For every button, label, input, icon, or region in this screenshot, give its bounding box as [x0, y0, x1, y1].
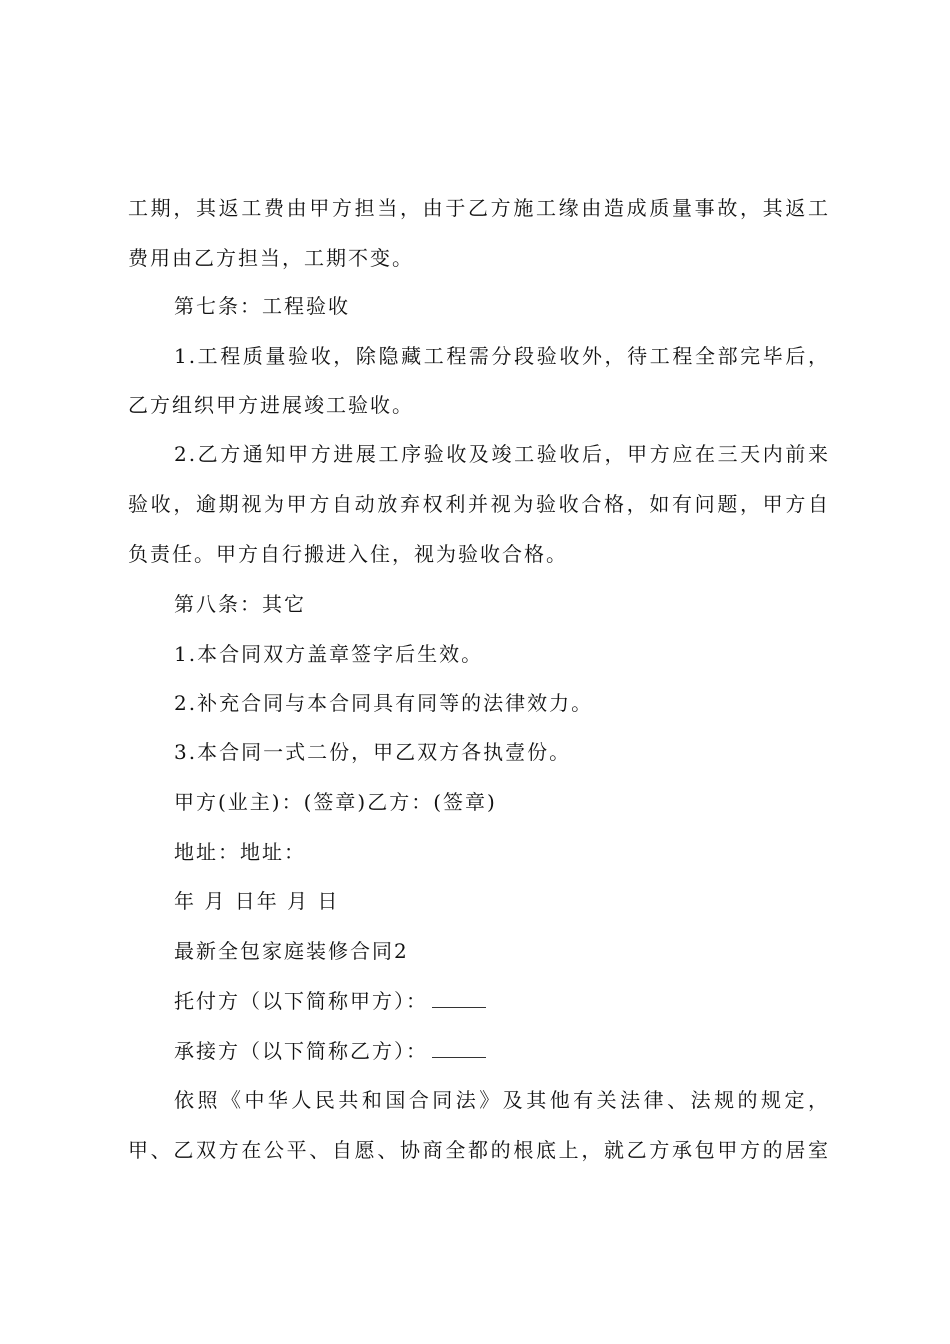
party-b-blank: [432, 1037, 486, 1058]
paragraph-line: 验收，逾期视为甲方自动放弃权利并视为验收合格，如有问题，甲方自: [128, 492, 830, 516]
paragraph-line: 2.乙方通知甲方进展工序验收及竣工验收后，甲方应在三天内前来: [174, 442, 830, 466]
section-heading: 第八条：其它: [174, 592, 306, 616]
paragraph-line: 负责任。甲方自行搬进入住，视为验收合格。: [128, 542, 568, 566]
party-b-line: [174, 1036, 830, 1066]
section-heading: 第七条：工程验收: [174, 294, 350, 318]
party-a-label: 托付方（以下简称甲方）：: [174, 989, 428, 1013]
address-line: 地址：地址：: [174, 840, 306, 864]
paragraph-line: 3.本合同一式二份，甲乙双方各执壹份。: [174, 740, 572, 764]
paragraph-line: 乙方组织甲方进展竣工验收。: [128, 393, 414, 417]
document-title: 最新全包家庭装修合同2: [174, 939, 409, 963]
paragraph-line: 1.工程质量验收，除隐藏工程需分段验收外，待工程全部完毕后，: [174, 344, 830, 368]
signature-line: 甲方(业主)：(签章)乙方：(签章): [174, 790, 497, 814]
party-a-line: [174, 986, 830, 1016]
paragraph-line: 工期，其返工费由甲方担当，由于乙方施工缘由造成质量事故，其返工: [128, 196, 830, 220]
party-b-label: 承接方（以下简称乙方）：: [174, 1039, 428, 1063]
paragraph-line: 费用由乙方担当，工期不变。: [128, 246, 414, 270]
paragraph-line: 2.补充合同与本合同具有同等的法律效力。: [174, 691, 594, 715]
date-line: 年 月 日年 月 日: [174, 889, 340, 913]
party-a-blank: [432, 987, 486, 1008]
paragraph-line: 依照《中华人民共和国合同法》及其他有关法律、法规的规定，: [174, 1088, 830, 1112]
paragraph-line: 1.本合同双方盖章签字后生效。: [174, 642, 484, 666]
paragraph-line: 甲、乙双方在公平、自愿、协商全都的根底上，就乙方承包甲方的居室: [128, 1138, 830, 1162]
